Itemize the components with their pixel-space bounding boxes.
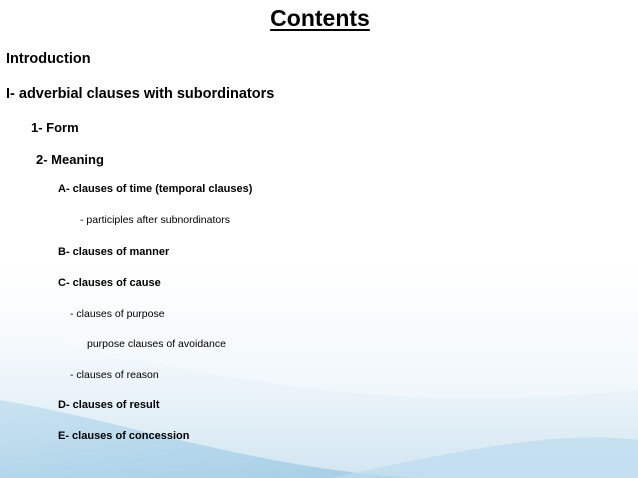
toc-item-introduction: Introduction bbox=[6, 51, 91, 67]
toc-item-clauses-of-time: A- clauses of time (temporal clauses) bbox=[58, 183, 253, 195]
toc-item-clauses-of-cause: C- clauses of cause bbox=[58, 277, 161, 289]
toc-item-clauses-of-manner: B- clauses of manner bbox=[58, 246, 170, 258]
toc-item-clauses-of-reason: - clauses of reason bbox=[70, 369, 159, 381]
toc-item-clauses-of-concession: E- clauses of concession bbox=[58, 430, 190, 442]
page-title: Contents bbox=[270, 5, 370, 31]
toc-item-form: 1- Form bbox=[31, 120, 79, 135]
toc-item-section-1: I- adverbial clauses with subordinators bbox=[6, 86, 275, 102]
toc-item-participles: - participles after subnordinators bbox=[80, 214, 230, 226]
toc-item-purpose-avoidance: purpose clauses of avoidance bbox=[87, 338, 226, 350]
toc-item-clauses-of-result: D- clauses of result bbox=[58, 399, 160, 411]
toc-item-clauses-of-purpose: - clauses of purpose bbox=[70, 308, 165, 320]
toc-item-meaning: 2- Meaning bbox=[36, 152, 104, 167]
